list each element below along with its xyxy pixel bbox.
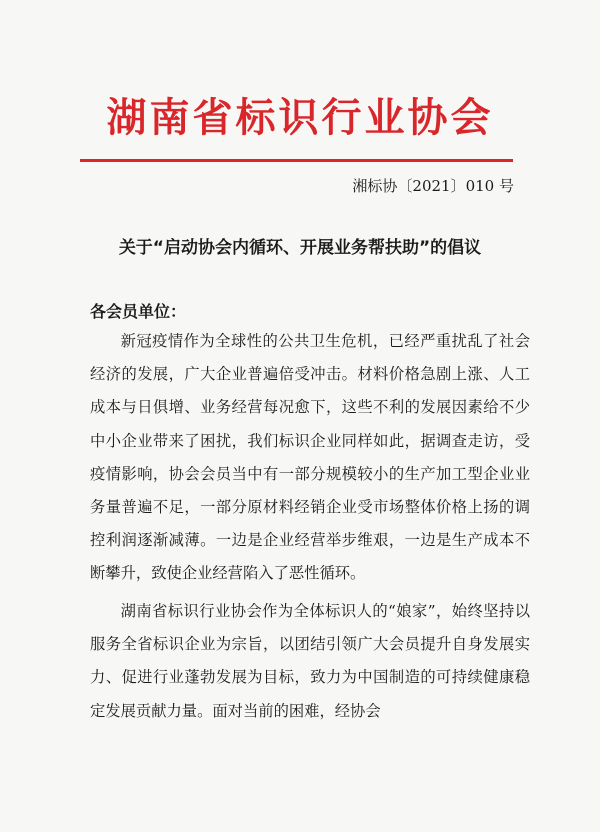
organization-title: 湖南省标识行业协会 [106,95,494,141]
body-paragraph-1: 新冠疫情作为全球性的公共卫生危机，已经严重扰乱了社会经济的发展，广大企业普遍倍受冲击。材料价格急剧上涨、人工成本与日俱增、业务经营每况愈下，这些不利的发展因素给不少中小企业带来了困扰，我们标识企业同样如此，据调查走访，受疫情影响，协会会员当中有一部分规模较小的生产加工型企业业务量普遍不足，一部分原材料经销企业受市场整体价格上扬的调控利润逐渐减薄。一边是企业经营举步维艰，一边是生产成本不断攀升，致使企业经营陷入了恶性循环。 [90,332,530,583]
addressee: 各会员单位： [90,302,187,321]
document-number: 湘标协〔2021〕010 号 [352,177,514,195]
body-paragraph-2: 湖南省标识行业协会作为全体标识人的“娘家”，始终坚持以服务全省标识企业为宗旨，以团结引领广大会员提升自身发展实力、促进行业蓬勃发展为目标，致力为中国制造的可持续健康稳定发展贡献力量。面对当前的困难，经协会 [90,602,530,720]
document-subject: 关于“启动协会内循环、开展业务帮扶助”的倡议 [118,238,482,258]
header-divider [80,159,513,162]
